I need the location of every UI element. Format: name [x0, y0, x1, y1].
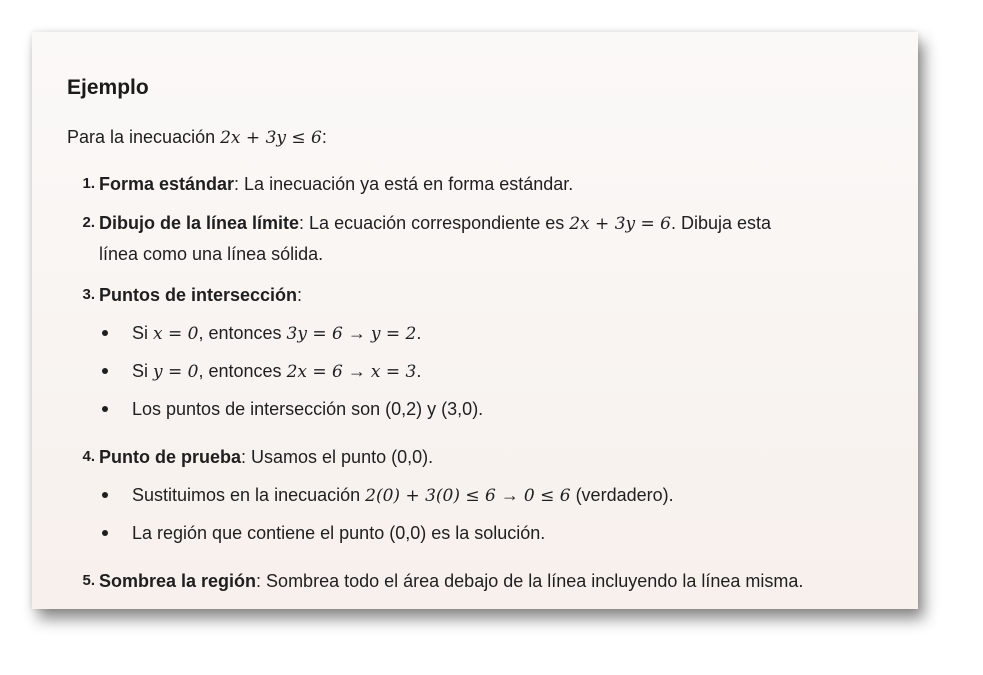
- arrow-icon: →: [495, 485, 524, 505]
- step-text: : La inecuación ya está en forma estándar.: [234, 174, 574, 194]
- bullet-text: Si: [132, 361, 154, 381]
- intro-inequation: 2x + 3y ≤ 6: [220, 128, 322, 148]
- step-3: [67, 280, 887, 310]
- math-expression: 3y = 6: [286, 324, 343, 344]
- list-item: [102, 356, 892, 387]
- math-expression: 2(0) + 3(0) ≤ 6: [365, 486, 496, 506]
- step-1: [67, 169, 887, 199]
- list-item: [102, 480, 892, 511]
- math-expression: x = 0: [153, 324, 199, 344]
- bullet-dot: [102, 406, 108, 412]
- math-expression: 0 ≤ 6: [523, 486, 571, 506]
- step-5: [67, 566, 887, 596]
- intro-text: Para la inecuación: [67, 127, 221, 147]
- bullet-dot: [102, 492, 108, 498]
- example-card: [32, 32, 918, 609]
- step-title: Forma estándar: [99, 174, 235, 194]
- math-expression: x = 3: [370, 362, 417, 382]
- arrow-icon: →: [342, 361, 371, 381]
- boundary-equation: 2x + 3y = 6: [569, 214, 671, 234]
- list-item: [102, 394, 892, 424]
- step-text: : Sombrea todo el área debajo de la línea incluyendo la línea misma.: [256, 571, 804, 591]
- step-text-line2: línea como una línea sólida.: [99, 244, 324, 264]
- step-title: Dibujo de la línea límite: [99, 213, 300, 233]
- step-number: 5.: [82, 572, 95, 589]
- list-item: [102, 518, 892, 548]
- step-number: 3.: [82, 286, 95, 303]
- step-title: Sombrea la región: [99, 571, 257, 591]
- step-title: Puntos de intersección: [99, 285, 298, 305]
- step-text: :: [297, 285, 303, 305]
- math-expression: 2x = 6: [286, 362, 343, 382]
- bullet-text: La región que contiene el punto (0,0) es la solución.: [132, 523, 546, 543]
- bullet-text: Sustituimos en la inecuación: [132, 485, 366, 505]
- bullet-dot: [102, 530, 108, 536]
- step-4: [67, 442, 887, 472]
- step-number: 1.: [82, 175, 95, 192]
- bullet-text: (verdadero).: [570, 485, 674, 505]
- intro-paragraph: [67, 127, 327, 148]
- bullet-text: , entonces: [198, 323, 287, 343]
- bullet-dot: [102, 368, 108, 374]
- intro-suffix: :: [321, 127, 327, 147]
- bullet-text: Si: [132, 323, 154, 343]
- math-expression: y = 0: [153, 362, 199, 382]
- step-title: Punto de prueba: [99, 447, 242, 467]
- math-expression: y = 2: [370, 324, 417, 344]
- arrow-icon: →: [342, 323, 371, 343]
- step-number: 4.: [82, 448, 95, 465]
- step-text: : Usamos el punto (0,0).: [241, 447, 434, 467]
- step-2: [67, 208, 887, 269]
- step-number: 2.: [82, 214, 95, 231]
- bullet-dot: [102, 330, 108, 336]
- bullet-text: , entonces: [198, 361, 287, 381]
- bullet-text: Los puntos de intersección son (0,2) y (3,0).: [132, 399, 484, 419]
- bullet-text: .: [416, 323, 422, 343]
- step-text: . Dibuja esta: [670, 213, 772, 233]
- list-item: [102, 318, 892, 349]
- bullet-text: .: [416, 361, 422, 381]
- example-heading: Ejemplo: [67, 76, 149, 99]
- step-text: : La ecuación correspondiente es: [299, 213, 570, 233]
